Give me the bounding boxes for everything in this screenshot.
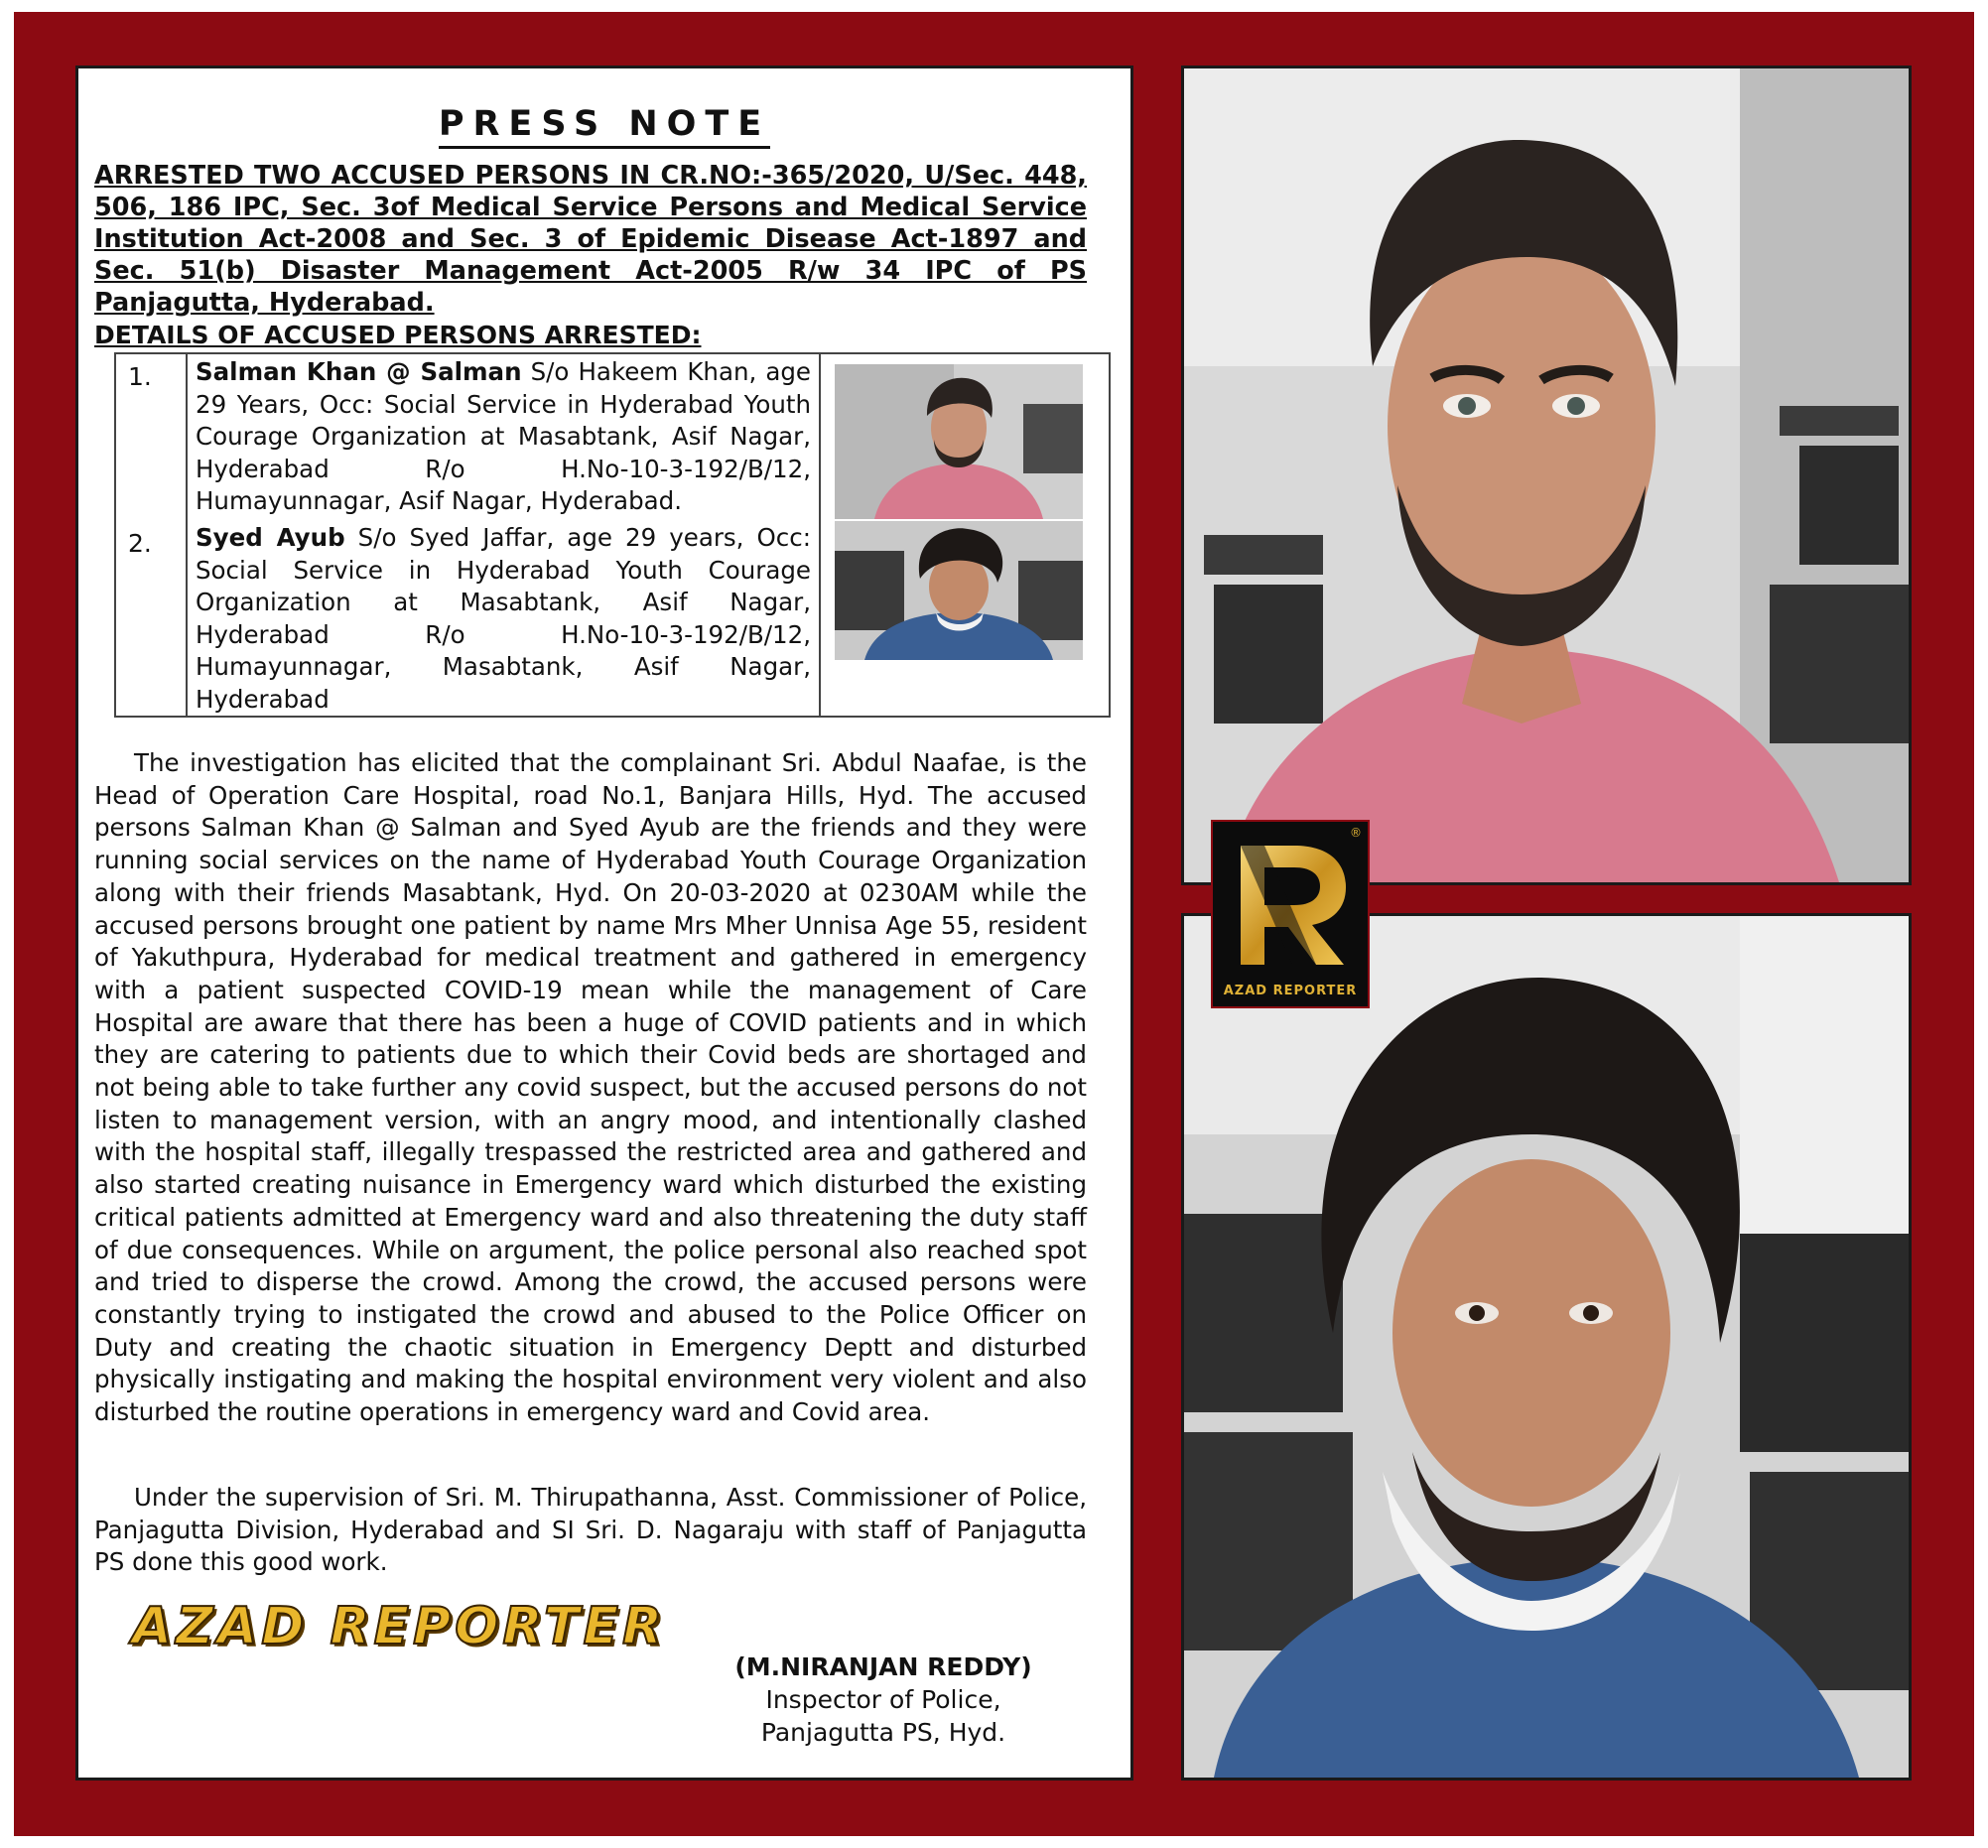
accused-2-details: S/o Syed Jaffar, age 29 years, Occ: Social Service in Hyderabad Youth Courage Organization at Masabtank, Asif Nagar, Hyderabad R/o H.No-10-3-192/B/12, Humayunnagar, Masabtank, Asif Nagar, Hyderabad [196, 523, 811, 714]
signatory-station: Panjagutta PS, Hyd. [760, 1718, 1006, 1747]
accused-2-text [196, 522, 811, 716]
supervision-paragraph: Under the supervision of Sri. M. Thirupathanna, Asst. Commissioner of Police, Panjagutta Division, Hyderabad and SI Sri. D. Nagaraju with staff of Panjagutta PS done this good work. [94, 1483, 1087, 1577]
press-note-heading: ARRESTED TWO ACCUSED PERSONS IN CR.NO:-365/2020, U/Sec. 448, 506, 186 IPC, Sec. 3of Medical Service Persons and Medical Service Institution Act-2008 and Sec. 3 of Epidemic Disease Act-1897 and Sec. 51(b) Disaster Management Act-2005 R/w 34 IPC of PS Panjagutta, Hyderabad. [94, 161, 1087, 318]
signatory-name: (M.NIRANJAN REDDY) [734, 1652, 1032, 1681]
press-note-title: PRESS NOTE [78, 104, 1130, 144]
accused-1-photo [1181, 66, 1912, 885]
logo-text: AZAD REPORTER [1223, 984, 1358, 998]
accused-1-number: 1. [128, 362, 152, 391]
accused-1-thumbnail [835, 364, 1083, 519]
accused-1-details: S/o Hakeem Khan, age 29 Years, Occ: Social Service in Hyderabad Youth Courage Organization at Masabtank, Asif Nagar, Hyderabad R/o H.No-10-3-192/B/12, Humayunnagar, Asif Nagar, Hyderabad. [196, 357, 811, 515]
signature-block [720, 1650, 1047, 1749]
accused-2-number: 2. [128, 529, 152, 558]
azad-reporter-logo [1211, 820, 1370, 1008]
press-note-document [75, 66, 1133, 1781]
accused-table [114, 352, 1111, 718]
azad-reporter-watermark: AZAD REPORTER [132, 1597, 667, 1656]
investigation-paragraph: The investigation has elicited that the complainant Sri. Abdul Naafae, is the Head of Operation Care Hospital, road No.1, Banjara Hills, Hyd. The accused persons Salman Khan @ Salman and Syed Ayub are the friends and they were running social services on the name of Hyderabad Youth Courage Organization along with their friends Masabtank, Hyd. On 20-03-2020 at 0230AM while the accused persons brought one patient by name Mrs Mher Unnisa Age 55, resident of Yakuthpura, Hyderabad for medical treatment and gathered in emergency with a patient suspected COVID-19 mean while the management of Care Hospital are aware that there has been a huge of COVID patients and in which they are catering to patients due to which their Covid beds are shortaged and not being able to take further any covid suspect, but the accused persons do not listen to management version, with an angry mood, and intentionally clashed with the hospital staff, illegally trespassed the restricted area and gathered and also started creating nuisance in Emergency ward which disturbed the existing critical patients admitted at Emergency ward and also threatening the duty staff of due consequences. While on argument, the police personal also reached spot and tried to disperse the crowd. Among the crowd, the accused persons were constantly trying to instigated the crowd and abused to the Police Officer on Duty and creating the chaotic situation in Emergency Deptt and disturbed physically instigating and making the hospital environment very violent and also disturbed the routine operations in emergency ward and Covid area. [94, 748, 1087, 1427]
table-divider [819, 354, 821, 716]
accused-1-name: Salman Khan @ Salman [196, 357, 522, 386]
signatory-designation: Inspector of Police, [765, 1685, 1001, 1714]
accused-2-name: Syed Ayub [196, 523, 345, 552]
table-divider [186, 354, 188, 716]
registered-mark: ® [1350, 826, 1362, 840]
accused-details-heading: DETAILS OF ACCUSED PERSONS ARRESTED: [94, 321, 702, 349]
accused-2-photo [1181, 913, 1912, 1781]
r-logo-icon [1213, 826, 1364, 975]
accused-2-thumbnail [835, 521, 1083, 660]
accused-1-text [196, 356, 811, 518]
